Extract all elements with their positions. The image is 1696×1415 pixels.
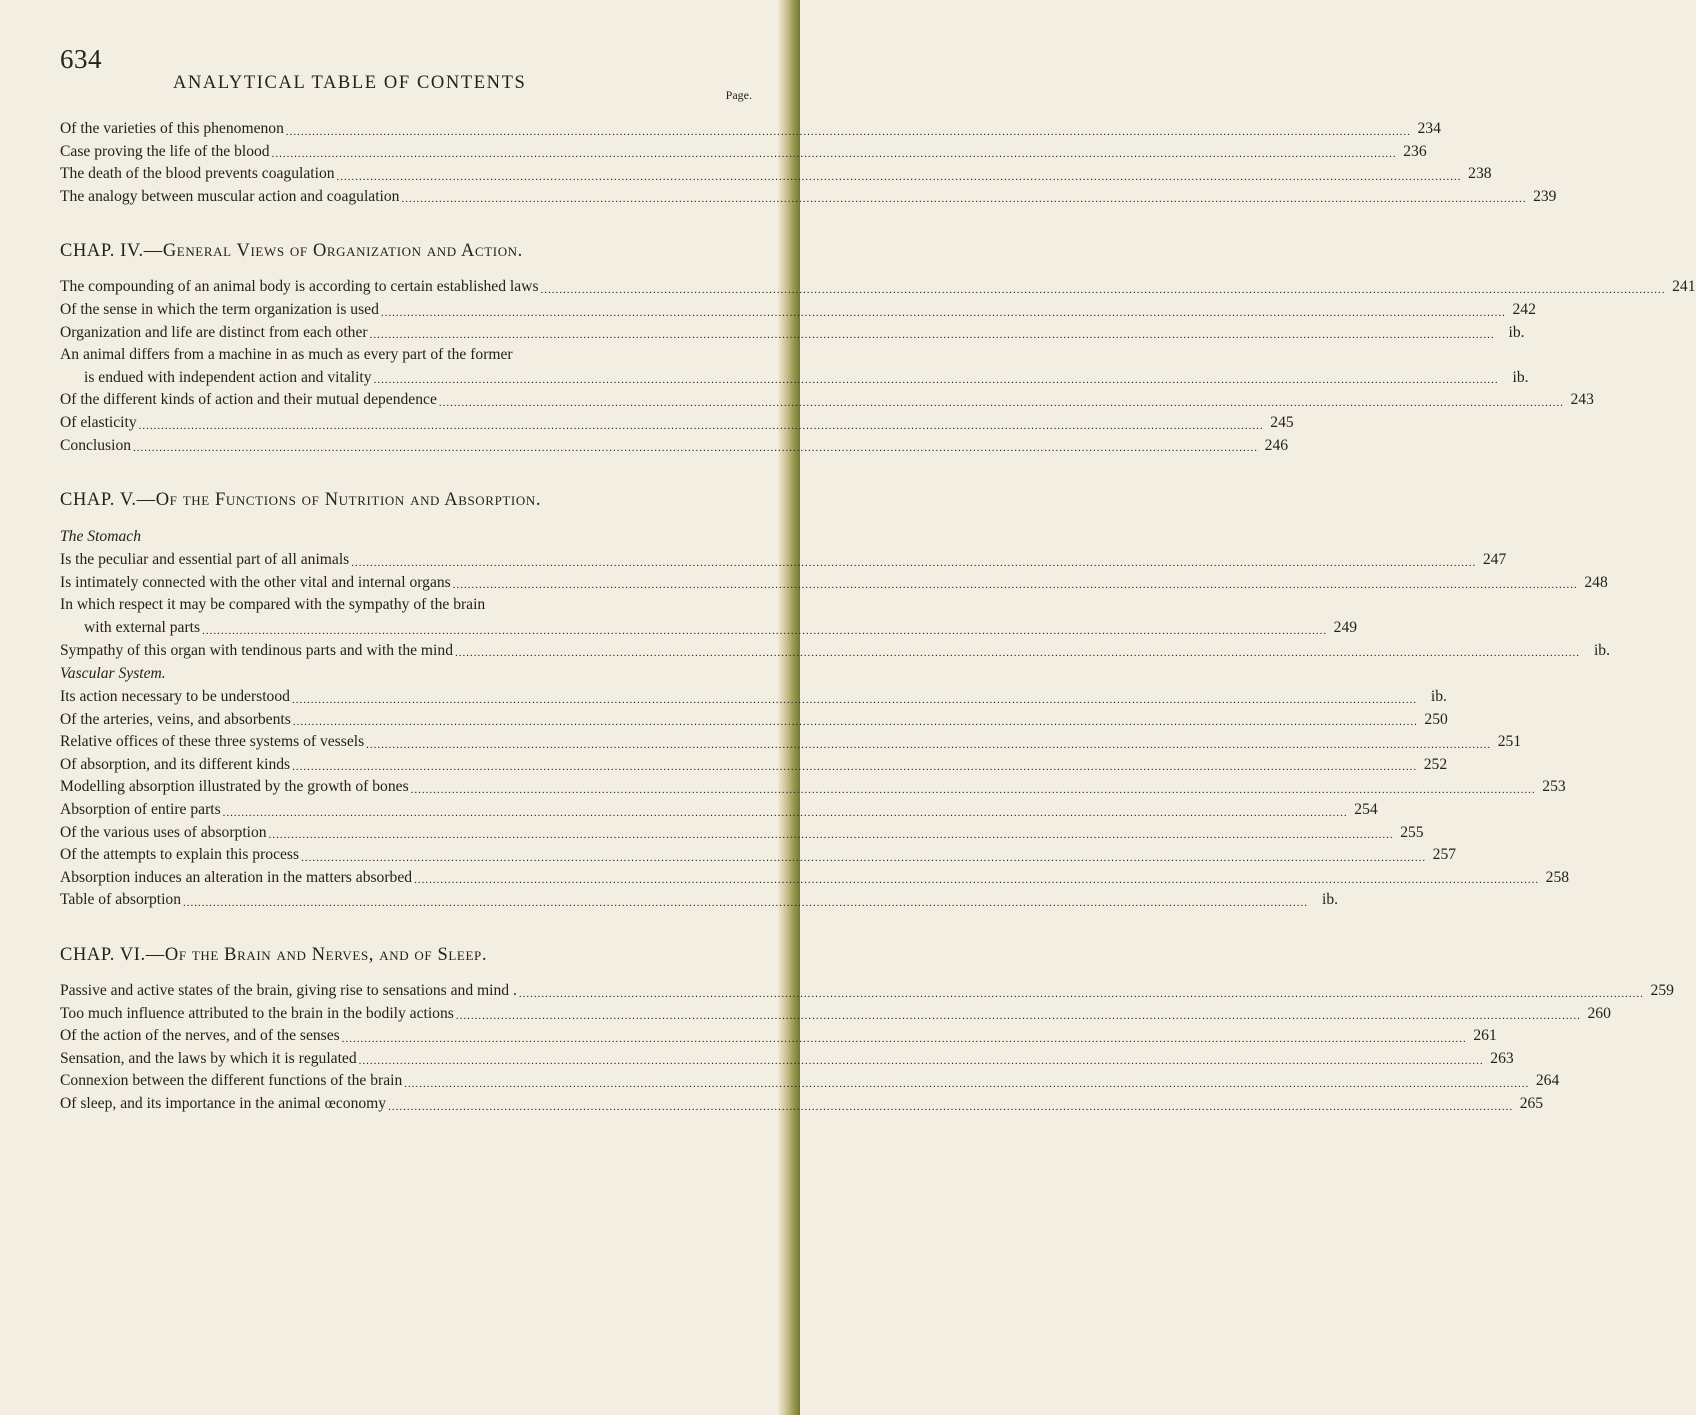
leader-dots: ............................................................................................................................................................................................................................................................................................................ [369, 329, 1495, 342]
page-number: 634 [60, 44, 102, 74]
toc-entry [60, 822, 1424, 845]
leader-dots: ............................................................................................................................................................................................................................................................................................................ [401, 193, 1527, 206]
toc-entry [60, 118, 1441, 141]
entry-page: 252 [1423, 755, 1448, 773]
entry-text: Of the varieties of this phenomenon [60, 120, 284, 137]
toc-entry [60, 844, 1457, 867]
entry-page: 261 [1473, 1027, 1497, 1045]
leader-dots: ............................................................................................................................................................................................................................................................................................................ [285, 125, 1411, 138]
leader-dots: ............................................................................................................................................................................................................................................................................................................ [336, 170, 1462, 183]
entry-text: Sympathy of this organ with tendinous parts and with the mind [60, 641, 453, 659]
entry-text: Too much influence attributed to the brain in the bodily actions [60, 1004, 454, 1022]
entry-page: 251 [1497, 733, 1522, 751]
toc-entry-continuation [60, 617, 1358, 640]
toc-entry [60, 412, 1294, 435]
entry-text: Of the arteries, veins, and absorbents [60, 710, 291, 728]
leader-dots: ............................................................................................................................................................................................................................................................................................................ [388, 1100, 1514, 1113]
toc-entry [60, 1025, 1497, 1048]
leader-dots: ............................................................................................................................................................................................................................................................................................................ [410, 784, 1536, 797]
contents-list [60, 118, 1696, 1116]
running-title: ANALYTICAL TABLE OF CONTENTS [173, 73, 527, 93]
toc-entry [60, 344, 752, 367]
leader-dots: ............................................................................................................................................................................................................................................................................................................ [202, 624, 1328, 637]
toc-entry [60, 754, 1448, 777]
leader-dots: ............................................................................................................................................................................................................................................................................................................ [366, 738, 1492, 751]
entry-page: 239 [1533, 187, 1557, 205]
entry-page: 259 [1650, 982, 1674, 1000]
entry-page: 257 [1432, 846, 1457, 864]
leader-dots: ............................................................................................................................................................................................................................................................................................................ [222, 806, 1348, 819]
toc-entry [60, 867, 1570, 890]
entry-text: Sensation, and the laws by which it is regulated [60, 1049, 357, 1067]
entry-page: 246 [1264, 436, 1289, 454]
entry-text: Is intimately connected with the other vital and internal organs [60, 573, 451, 591]
entry-page: ib. [1322, 891, 1339, 909]
entry-page: 249 [1333, 618, 1358, 636]
chapter-heading [60, 238, 752, 264]
toc-entry [60, 572, 1608, 595]
toc-entry [60, 799, 1378, 822]
entry-page: ib. [1512, 368, 1529, 386]
entry-page: 263 [1490, 1049, 1514, 1067]
toc-entry [60, 1003, 1611, 1026]
leader-dots: ............................................................................................................................................................................................................................................................................................................ [183, 897, 1309, 910]
chapter-title: —General Views of Organization and Action. [143, 241, 523, 262]
leader-dots: ............................................................................................................................................................................................................................................................................................................ [455, 647, 1580, 660]
entry-page: ib. [1593, 641, 1610, 659]
toc-entry [60, 776, 1566, 799]
chapter-heading [60, 487, 752, 513]
entry-text: Is the peculiar and essential part of all animals [60, 551, 350, 569]
entry-page: 236 [1403, 142, 1427, 160]
toc-entry [60, 889, 1339, 912]
entry-page: 254 [1354, 801, 1378, 819]
entry-page: 253 [1542, 778, 1566, 796]
toc-entry [60, 163, 1492, 186]
leader-dots: ............................................................................................................................................................................................................................................................................................................ [341, 1032, 1467, 1045]
entry-page: 260 [1587, 1004, 1611, 1022]
toc-entry [60, 709, 1448, 732]
entry-text-cont: with external parts [84, 618, 201, 636]
toc-entry [60, 141, 1427, 164]
leader-dots: ............................................................................................................................................................................................................................................................................................................ [404, 1078, 1530, 1090]
toc-entry [60, 276, 1696, 299]
section-heading: The Stomach [60, 528, 141, 546]
entry-text: Absorption of entire parts [60, 801, 221, 819]
entry-text: An animal differs from a machine in as much as every part of the former [60, 346, 513, 364]
entry-text: The compounding of an animal body is according to certain established laws [60, 278, 539, 296]
entry-page: 241 [1672, 278, 1696, 296]
toc-entry [60, 186, 1557, 209]
entry-text: Of the sense in which the term organization is used [60, 300, 379, 318]
chapter-label: CHAP. V. [60, 490, 137, 511]
entry-text: The analogy between muscular action and coagulation [60, 187, 400, 205]
entry-text: Of the various uses of absorption [60, 823, 267, 841]
toc-entry [60, 389, 1594, 412]
leader-dots: ............................................................................................................................................................................................................................................................................................................ [540, 283, 1666, 296]
entry-page: 258 [1545, 868, 1570, 886]
entry-text: Of the action of the nerves, and of the senses [60, 1027, 340, 1045]
entry-text: Connexion between the different functions of the brain [60, 1072, 403, 1090]
chapter-title: —Of the Brain and Nerves, and of Sleep. [145, 945, 488, 966]
entry-text: Absorption induces an alteration in the matters absorbed [60, 868, 413, 886]
leader-dots: ............................................................................................................................................................................................................................................................................................................ [351, 556, 1477, 569]
leader-dots: ............................................................................................................................................................................................................................................................................................................ [271, 148, 1397, 161]
entry-text: Of the attempts to explain this process [60, 846, 300, 864]
leader-dots: ............................................................................................................................................................................................................................................................................................................ [414, 874, 1540, 887]
toc-entry [60, 549, 1507, 572]
leader-dots: ............................................................................................................................................................................................................................................................................................................ [133, 442, 1259, 455]
entry-text: The death of the blood prevents coagulation [60, 165, 335, 183]
entry-page: ib. [1508, 323, 1525, 341]
entry-page: 265 [1519, 1095, 1544, 1112]
chapter-heading [60, 942, 752, 968]
entry-page: 248 [1584, 573, 1608, 591]
page-column-label: Page. [725, 88, 752, 102]
leader-dots: ............................................................................................................................................................................................................................................................................................................ [380, 306, 1506, 319]
toc-entry [60, 640, 1610, 663]
section-heading: Vascular System. [60, 665, 166, 683]
leader-dots: ............................................................................................................................................................................................................................................................................................................ [301, 851, 1427, 864]
toc-entry [60, 1093, 1544, 1116]
entry-text: Organization and life are distinct from each other [60, 323, 368, 341]
page-header [60, 0, 755, 102]
toc-entry [60, 322, 1525, 345]
leader-dots: ............................................................................................................................................................................................................................................................................................................ [455, 1010, 1581, 1023]
leader-dots: ............................................................................................................................................................................................................................................................................................................ [268, 829, 1394, 842]
entry-text-cont: is endued with independent action and vitality [84, 368, 372, 386]
entry-text: Case proving the life of the blood [60, 142, 270, 160]
entry-page: 247 [1482, 551, 1507, 569]
entry-page: 234 [1417, 120, 1441, 137]
toc-entry [60, 731, 1522, 754]
entry-page: 242 [1512, 300, 1536, 318]
entry-text: Its action necessary to be understood [60, 688, 290, 706]
entry-text: Modelling absorption illustrated by the growth of bones [60, 778, 409, 796]
leader-dots: ............................................................................................................................................................................................................................................................................................................ [373, 374, 1499, 387]
entry-text: Of absorption, and its different kinds [60, 755, 291, 773]
entry-page: 243 [1570, 391, 1594, 409]
entry-page: 238 [1468, 165, 1492, 183]
entry-page: 245 [1270, 413, 1294, 431]
toc-entry [60, 1048, 1514, 1071]
entry-text: In which respect it may be compared with the sympathy of the brain [60, 596, 486, 614]
entry-text: Of the different kinds of action and their mutual dependence [60, 391, 437, 409]
chapter-label: CHAP. IV. [60, 241, 144, 262]
leader-dots: ............................................................................................................................................................................................................................................................................................................ [292, 761, 1418, 774]
entry-page: ib. [1430, 688, 1447, 706]
leader-dots: ............................................................................................................................................................................................................................................................................................................ [291, 693, 1417, 706]
chapter-label: CHAP. VI. [60, 945, 146, 966]
entry-text: Passive and active states of the brain, giving rise to sensations and mind . [60, 982, 517, 1000]
leader-dots: ............................................................................................................................................................................................................................................................................................................ [138, 419, 1264, 432]
entry-text: Of sleep, and its importance in the animal œconomy [60, 1095, 387, 1112]
entry-page: 250 [1424, 710, 1448, 728]
entry-text: Table of absorption [60, 891, 182, 909]
entry-page: 255 [1400, 823, 1424, 841]
entry-text: Relative offices of these three systems of vessels [60, 733, 365, 751]
toc-entry [60, 435, 1289, 458]
entry-text: Conclusion [60, 436, 132, 454]
entry-page: 264 [1535, 1072, 1560, 1090]
chapter-title: —Of the Functions of Nutrition and Absorption. [136, 490, 542, 511]
leader-dots: ............................................................................................................................................................................................................................................................................................................ [438, 396, 1564, 409]
toc-entry [60, 1070, 1560, 1093]
toc-entry [60, 594, 752, 617]
leader-dots: ............................................................................................................................................................................................................................................................................................................ [452, 579, 1578, 592]
leader-dots: ............................................................................................................................................................................................................................................................................................................ [518, 987, 1644, 1000]
toc-entry-continuation [60, 367, 1529, 390]
leader-dots: ............................................................................................................................................................................................................................................................................................................ [292, 716, 1418, 729]
leader-dots: ............................................................................................................................................................................................................................................................................................................ [358, 1055, 1484, 1068]
entry-text: Of elasticity [60, 413, 137, 431]
toc-entry [60, 980, 1674, 1003]
page [60, 0, 1696, 1113]
toc-entry [60, 299, 1536, 322]
toc-entry [60, 686, 1447, 709]
